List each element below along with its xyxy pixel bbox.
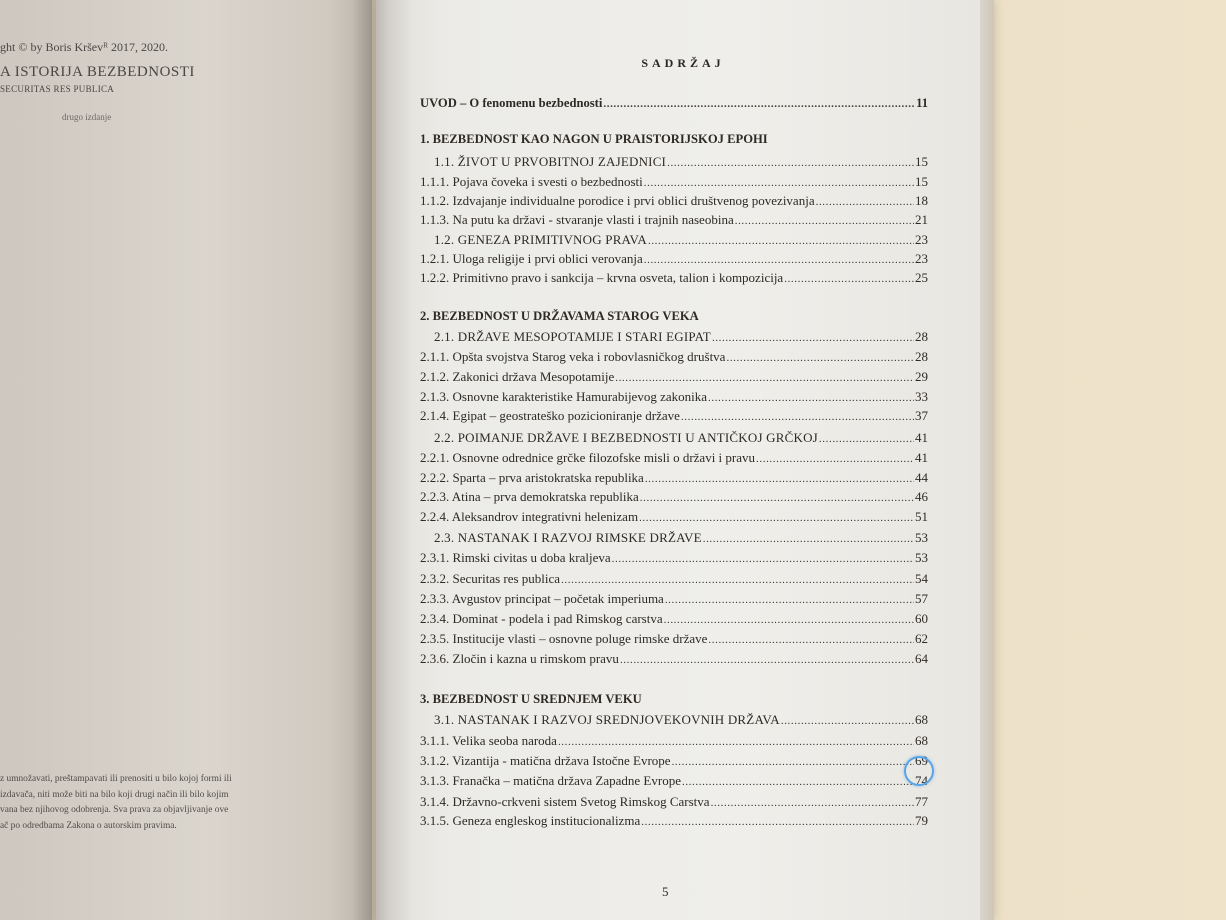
toc-chapter bbox=[420, 692, 720, 707]
toc-entry-page: 28 bbox=[915, 349, 928, 364]
toc-entry-title: 1.2.2. Primitivno pravo i sankcija – krvna osveta, talion i kompozicija bbox=[420, 270, 784, 285]
toc-item bbox=[420, 733, 928, 749]
toc-entry-page: 46 bbox=[915, 489, 928, 504]
toc-entry-page: 53 bbox=[915, 530, 928, 545]
toc-entry-page: 15 bbox=[915, 174, 928, 189]
toc-entry-page: 37 bbox=[915, 408, 928, 423]
toc-entry-title: 2.3.4. Dominat - podela i pad Rimskog carstva bbox=[420, 611, 663, 626]
book-subtitle: SECURITAS RES PUBLICA bbox=[0, 84, 115, 94]
toc-entry-title: 2.3.2. Securitas res publica bbox=[420, 571, 561, 586]
toc-dot-leader bbox=[682, 776, 914, 788]
toc-item bbox=[420, 509, 928, 525]
toc-entry-page: 11 bbox=[916, 96, 928, 110]
toc-entry-page: 68 bbox=[915, 733, 928, 748]
toc-dot-leader bbox=[612, 553, 914, 565]
toc-dot-leader bbox=[640, 492, 914, 504]
toc-entry-page: 33 bbox=[915, 389, 928, 404]
toc-item bbox=[420, 193, 928, 209]
toc-entry-page: 51 bbox=[915, 509, 928, 524]
toc-item bbox=[420, 489, 928, 505]
toc-item bbox=[420, 369, 928, 385]
toc-entry-title: 2.1.2. Zakonici država Mesopotamije bbox=[420, 369, 615, 384]
left-page bbox=[0, 0, 372, 920]
book-title: A ISTORIJA BEZBEDNOSTI bbox=[0, 64, 195, 80]
toc-entry-page: 57 bbox=[915, 591, 928, 606]
toc-item bbox=[420, 651, 928, 667]
toc-dot-leader bbox=[603, 98, 915, 110]
toc-dot-leader bbox=[781, 715, 914, 727]
toc-dot-leader bbox=[816, 196, 914, 208]
rights-note-line: z umnožavati, preštampavati ili prenositi u bilo kojoj formi ili bbox=[0, 774, 232, 784]
toc-item bbox=[420, 251, 928, 267]
rights-note-line: izdavača, niti može biti na bilo koji drugi način ili bilo kojim bbox=[0, 789, 229, 800]
toc-entry-page: 23 bbox=[915, 232, 928, 247]
toc-entry-page: 29 bbox=[915, 369, 928, 384]
toc-entry-title: 2. BEZBEDNOST U DRŽAVAMA STAROG VEKA bbox=[420, 309, 699, 323]
toc-item bbox=[420, 794, 928, 810]
toc-section bbox=[434, 712, 928, 728]
toc-entry-title: 3.1.3. Franačka – matična država Zapadne Evrope bbox=[420, 773, 681, 788]
toc-entry-title: 2.3.1. Rimski civitas u doba kraljeva bbox=[420, 550, 611, 565]
toc-section bbox=[434, 530, 928, 546]
toc-item bbox=[420, 753, 928, 769]
toc-entry-title: 2.2. POIMANJE DRŽAVE I BEZBEDNOSTI U ANTIČKOJ GRČKOJ bbox=[434, 430, 818, 445]
toc-entry-title: 1. BEZBEDNOST KAO NAGON U PRAISTORIJSKOJ EPOHI bbox=[420, 132, 768, 146]
toc-entry-page: 74 bbox=[915, 773, 928, 788]
rights-note-line: ač po odredbama Zakona o autorskim pravima. bbox=[0, 820, 177, 831]
toc-dot-leader bbox=[667, 157, 914, 169]
toc-item bbox=[420, 450, 928, 466]
toc-entry-title: 1.2. GENEZA PRIMITIVNOG PRAVA bbox=[434, 232, 647, 247]
toc-entry-title: 2.3.6. Zločin i kazna u rimskom pravu bbox=[420, 651, 619, 666]
toc-section bbox=[434, 154, 928, 170]
toc-entry-title: 3.1.4. Državno-crkveni sistem Svetog Rimskog Carstva bbox=[420, 794, 710, 809]
toc-entry-title: 2.3. NASTANAK I RAZVOJ RIMSKE DRŽAVE bbox=[434, 530, 702, 545]
edition-label: drugo izdanje bbox=[62, 112, 112, 122]
toc-dot-leader bbox=[641, 816, 914, 828]
toc-entry-title: 1.1.2. Izdvajanje individualne porodice i prvi oblici društvenog povezivanja bbox=[420, 193, 815, 208]
toc-dot-leader bbox=[708, 634, 914, 646]
toc-entry-title: 2.1.3. Osnovne karakteristike Hamurabijevog zakonika bbox=[420, 389, 707, 404]
toc-dot-leader bbox=[756, 453, 914, 465]
toc-entry-title: 3.1. NASTANAK I RAZVOJ SREDNJOVEKOVNIH DRŽAVA bbox=[434, 712, 780, 727]
toc-entry-title: 2.2.2. Sparta – prva aristokratska republika bbox=[420, 470, 644, 485]
toc-item bbox=[420, 212, 928, 228]
rights-note bbox=[0, 772, 232, 834]
toc-entry-page: 64 bbox=[915, 651, 928, 666]
toc-item bbox=[420, 813, 928, 829]
toc-dot-leader bbox=[645, 473, 914, 485]
toc-entry-title: 2.3.3. Avgustov principat – početak imperiuma bbox=[420, 591, 664, 606]
toc-entry-title: 2.1. DRŽAVE MESOPOTAMIJE I STARI EGIPAT bbox=[434, 329, 711, 344]
toc-entry-title: 2.2.4. Aleksandrov integrativni helenizam bbox=[420, 509, 639, 524]
toc-dot-leader bbox=[681, 411, 914, 423]
toc-entry-page: 41 bbox=[915, 450, 928, 465]
toc-heading: SADRŽAJ bbox=[641, 56, 725, 70]
toc-item bbox=[420, 550, 928, 566]
toc-dot-leader bbox=[639, 512, 914, 524]
toc-entry-title: 1.1.3. Na putu ka državi - stvaranje vlasti i trajnih naseobina bbox=[420, 212, 734, 227]
toc-item bbox=[420, 389, 928, 405]
toc-entry-page: 41 bbox=[915, 430, 928, 445]
toc-dot-leader bbox=[784, 273, 914, 285]
toc-item bbox=[420, 571, 928, 587]
toc-dot-leader bbox=[708, 392, 914, 404]
toc-chapter bbox=[420, 132, 856, 147]
toc-entry-title: 2.2.3. Atina – prva demokratska republika bbox=[420, 489, 639, 504]
page-number: 5 bbox=[662, 884, 669, 899]
toc-item bbox=[420, 631, 928, 647]
toc-dot-leader bbox=[615, 372, 914, 384]
toc-dot-leader bbox=[620, 654, 914, 666]
toc-entry-page: 28 bbox=[915, 329, 928, 344]
toc-dot-leader bbox=[735, 215, 914, 227]
toc-entry-title: UVOD – O fenomenu bezbednosti bbox=[420, 96, 603, 110]
toc-entry-title: 3.1.1. Velika seoba naroda bbox=[420, 733, 557, 748]
page-edge bbox=[980, 0, 994, 920]
toc-entry-page: 23 bbox=[915, 251, 928, 266]
toc-entry-page: 44 bbox=[915, 470, 928, 485]
toc-entry-title: 2.1.4. Egipat – geostrateško pozicioniranje države bbox=[420, 408, 680, 423]
table-of-contents bbox=[420, 0, 932, 920]
toc-entry-title: 3.1.2. Vizantija - matična država Istočne Evrope bbox=[420, 753, 671, 768]
toc-item bbox=[420, 349, 928, 365]
toc-dot-leader bbox=[648, 235, 914, 247]
toc-dot-leader bbox=[819, 433, 914, 445]
toc-chapter bbox=[420, 309, 820, 324]
toc-entry-title: 3. BEZBEDNOST U SREDNJEM VEKU bbox=[420, 692, 642, 706]
toc-item bbox=[420, 773, 928, 789]
toc-entry-title: 3.1.5. Geneza engleskog institucionalizma bbox=[420, 813, 641, 828]
toc-dot-leader bbox=[664, 614, 914, 626]
toc-item bbox=[420, 270, 928, 286]
toc-entry-title: 2.1.1. Opšta svojstva Starog veka i robovlasničkog društva bbox=[420, 349, 726, 364]
toc-section bbox=[434, 232, 928, 248]
toc-entry-title: 2.2.1. Osnovne odrednice grčke filozofske misli o državi i pravu bbox=[420, 450, 756, 465]
toc-dot-leader bbox=[726, 352, 914, 364]
toc-entry-page: 60 bbox=[915, 611, 928, 626]
toc-item bbox=[420, 174, 928, 190]
toc-entry-page: 69 bbox=[915, 753, 928, 768]
toc-entry-title: 1.1. ŽIVOT U PRVOBITNOJ ZAJEDNICI bbox=[434, 154, 667, 169]
toc-dot-leader bbox=[665, 594, 914, 606]
toc-entry-title: 1.2.1. Uloga religije i prvi oblici verovanja bbox=[420, 251, 643, 266]
toc-section bbox=[434, 329, 928, 345]
toc-entry-page: 21 bbox=[915, 212, 928, 227]
toc-dot-leader bbox=[558, 736, 914, 748]
toc-dot-leader bbox=[672, 756, 914, 768]
toc-dot-leader bbox=[711, 797, 914, 809]
toc-entry-page: 25 bbox=[915, 270, 928, 285]
toc-entry-page: 79 bbox=[915, 813, 928, 828]
toc-chapter bbox=[420, 96, 928, 111]
toc-item bbox=[420, 408, 928, 424]
toc-section bbox=[434, 430, 928, 446]
toc-entry-title: 2.3.5. Institucije vlasti – osnovne poluge rimske države bbox=[420, 631, 708, 646]
toc-entry-title: 1.1.1. Pojava čoveka i svesti o bezbednosti bbox=[420, 174, 643, 189]
toc-dot-leader bbox=[561, 574, 914, 586]
toc-item bbox=[420, 611, 928, 627]
highlight-circle bbox=[904, 756, 934, 786]
toc-entry-page: 68 bbox=[915, 712, 928, 727]
toc-dot-leader bbox=[703, 533, 914, 545]
rights-note-line: vana bez njihovog odobrenja. Sva prava za objavljivanje ove bbox=[0, 805, 229, 815]
toc-entry-page: 54 bbox=[915, 571, 928, 586]
toc-dot-leader bbox=[712, 332, 914, 344]
toc-dot-leader bbox=[644, 254, 914, 266]
toc-entry-page: 15 bbox=[915, 154, 928, 169]
toc-entry-page: 62 bbox=[915, 631, 928, 646]
toc-entry-page: 77 bbox=[915, 794, 928, 809]
toc-item bbox=[420, 470, 928, 486]
toc-dot-leader bbox=[644, 177, 914, 189]
toc-entry-page: 18 bbox=[915, 193, 928, 208]
book-gutter bbox=[352, 0, 412, 920]
toc-entry-page: 53 bbox=[915, 550, 928, 565]
copyright-line: ght © by Boris Krševᴿ 2017, 2020. bbox=[0, 40, 169, 54]
toc-item bbox=[420, 591, 928, 607]
